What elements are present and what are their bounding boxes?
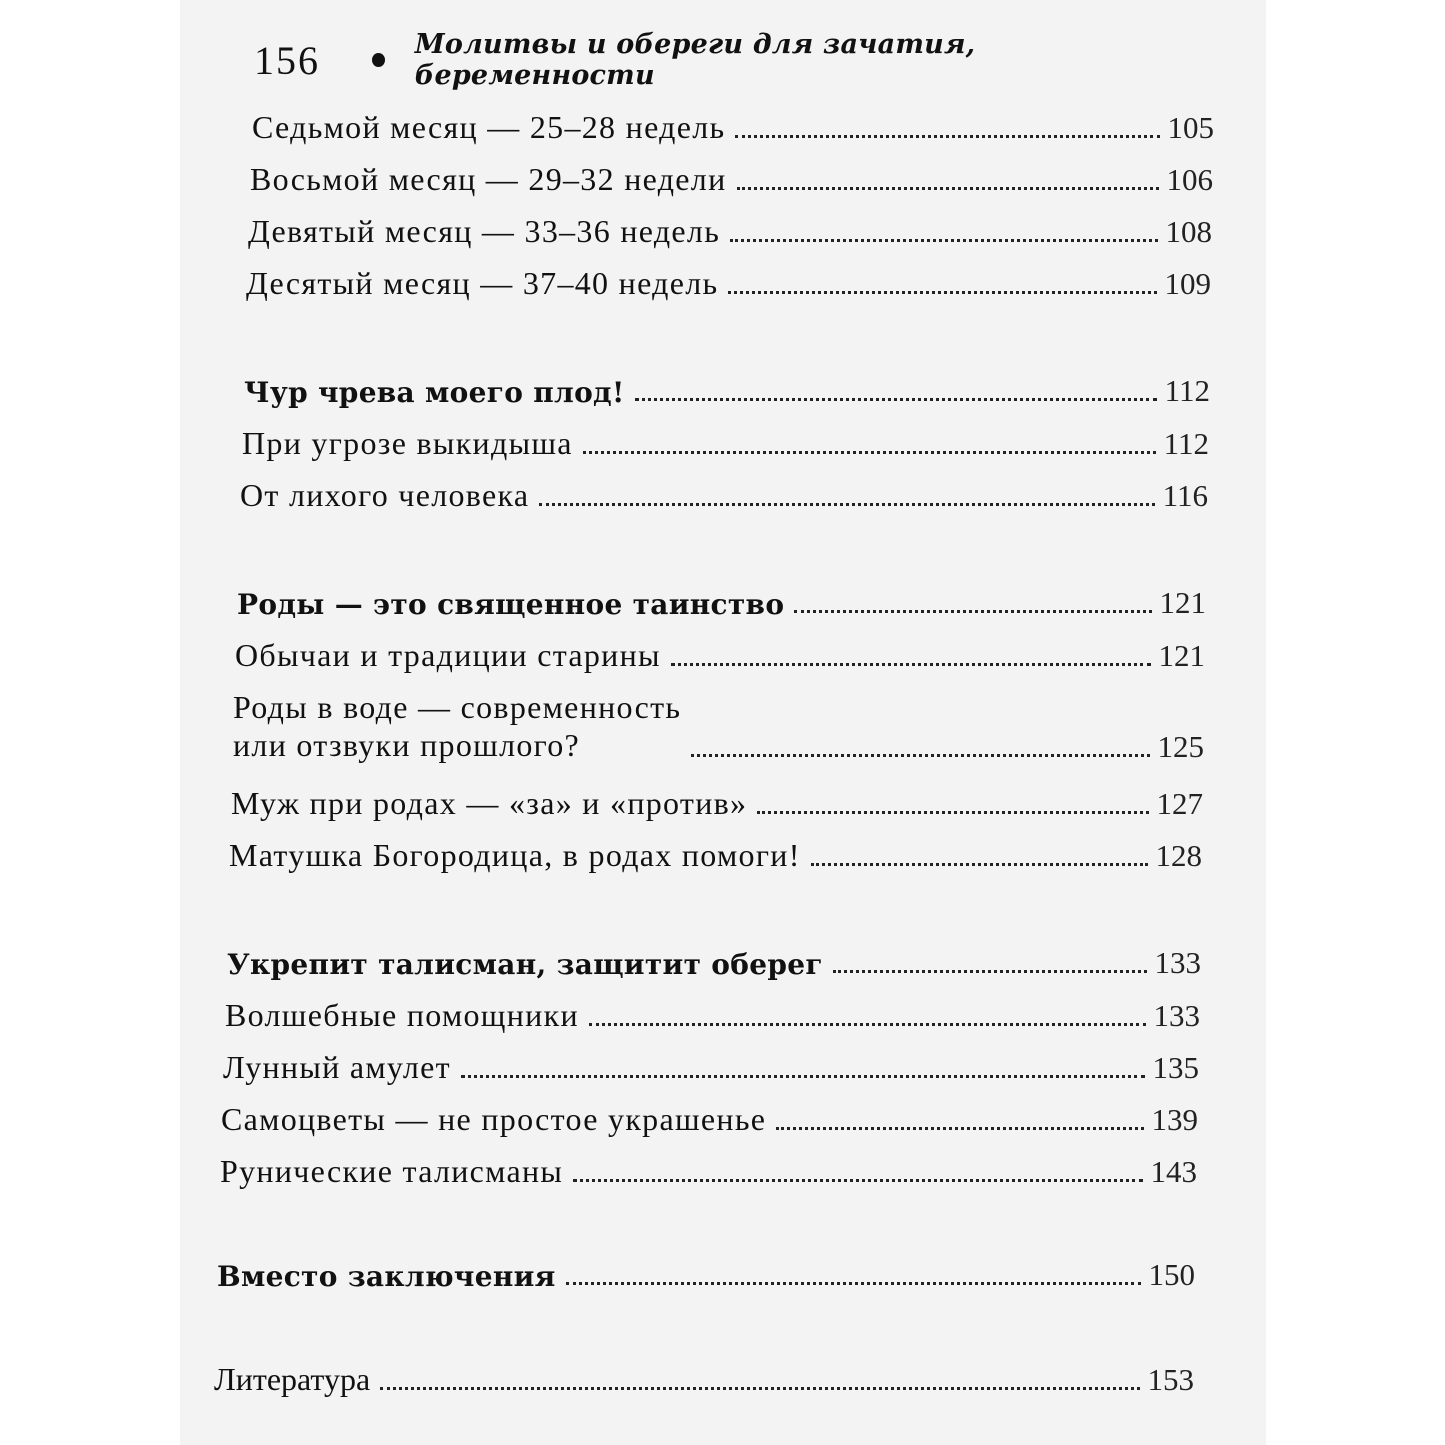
dot-leader — [794, 610, 1151, 613]
toc-entry — [223, 1048, 1199, 1086]
dot-leader — [380, 1387, 1139, 1390]
running-header — [254, 29, 1154, 91]
toc-entry-label: Девятый месяц — 33–36 недель — [248, 213, 721, 249]
toc-entry-label: Волшебные помощники — [225, 997, 579, 1033]
dot-leader — [573, 1179, 1142, 1182]
toc-entry-page: 125 — [1157, 728, 1204, 764]
toc-entry-page: 135 — [1152, 1050, 1199, 1086]
toc-entry-label-group — [233, 688, 681, 765]
dot-leader — [671, 663, 1151, 666]
toc-entry-label: Муж при родах — «за» и «против» — [231, 785, 748, 821]
dot-leader — [539, 503, 1154, 506]
toc-entry — [250, 160, 1213, 198]
toc-section-label: Укрепит талисман, защитит оберег — [227, 947, 823, 981]
toc-entry-page: 121 — [1159, 585, 1206, 620]
toc-section-label: Вместо заключения — [217, 1259, 556, 1293]
dot-leader — [461, 1075, 1145, 1078]
toc-entry-page: 133 — [1153, 998, 1200, 1034]
toc-entry-page: 105 — [1167, 110, 1214, 146]
toc-entry — [242, 424, 1209, 462]
toc-entry — [231, 784, 1203, 822]
dot-leader — [833, 970, 1147, 973]
dot-leader — [728, 291, 1156, 294]
toc-entry-page: 108 — [1165, 214, 1212, 250]
toc-entry — [240, 476, 1208, 514]
dot-leader — [735, 135, 1159, 138]
toc-entry-label: Матушка Богородица, в родах помоги! — [229, 837, 801, 873]
toc-section-label: Роды — это священное таинство — [237, 587, 785, 621]
toc-entry-label: Обычаи и традиции старины — [235, 637, 661, 673]
toc-entry-page: 109 — [1164, 266, 1211, 302]
toc-entry-page: 128 — [1155, 838, 1202, 874]
dot-leader — [583, 451, 1156, 454]
toc-entry-label: Самоцветы — не простое украшенье — [221, 1101, 767, 1137]
toc-entry — [221, 1100, 1198, 1138]
toc-entry-page: 153 — [1147, 1362, 1194, 1398]
toc-entry-label: Лунный амулет — [223, 1049, 451, 1085]
toc-entry-page: 112 — [1163, 426, 1209, 462]
dot-leader — [730, 239, 1157, 242]
bullet-icon — [372, 53, 385, 67]
toc-entry-label: Восьмой месяц — 29–32 недели — [250, 161, 727, 197]
toc-entry — [225, 996, 1200, 1034]
toc-entry-page: 127 — [1156, 786, 1203, 822]
dot-leader — [737, 187, 1159, 190]
toc-entry — [235, 636, 1205, 674]
page-number: 156 — [254, 37, 320, 83]
toc-entry-label: При угрозе выкидыша — [242, 425, 573, 461]
toc-entry-label: Роды в воде — современность — [233, 689, 682, 725]
toc-section-entry — [227, 944, 1201, 981]
toc-entry-page: 121 — [1158, 638, 1205, 674]
dot-leader — [589, 1023, 1146, 1026]
dot-leader — [566, 1282, 1141, 1285]
toc-entry-page: 150 — [1148, 1257, 1195, 1292]
toc-entry-label: Седьмой месяц — 25–28 недель — [252, 109, 726, 145]
toc-entry-page: 143 — [1150, 1154, 1197, 1190]
toc-entry — [214, 1360, 1194, 1398]
toc-entry — [252, 108, 1214, 146]
toc-section-entry — [217, 1256, 1195, 1293]
toc-entry-label: От лихого человека — [240, 477, 530, 513]
toc-entry — [229, 836, 1202, 874]
toc-entry-page: 139 — [1151, 1102, 1198, 1138]
toc-entry — [246, 264, 1211, 302]
dot-leader — [811, 863, 1148, 866]
toc-entry — [233, 688, 1204, 765]
toc-section-entry — [237, 584, 1206, 621]
dot-leader — [776, 1127, 1143, 1130]
toc-entry-label: или отзвуки прошлого? — [233, 727, 581, 764]
toc-entry-page: 116 — [1162, 478, 1208, 514]
toc-entry — [248, 212, 1212, 250]
toc-entry-label: Литература — [214, 1361, 371, 1397]
toc-entry-page: 106 — [1166, 162, 1213, 198]
toc-entry-label: Десятый месяц — 37–40 недель — [246, 265, 719, 301]
toc-section-entry — [244, 372, 1210, 409]
toc-section-label: Чур чрева моего плод! — [244, 375, 625, 409]
running-header-title: Молитвы и обереги для зачатия, беременности — [414, 29, 976, 91]
toc-entry-page: 133 — [1154, 945, 1201, 980]
dot-leader — [757, 811, 1148, 814]
toc-entry-label: Рунические талисманы — [220, 1153, 564, 1189]
toc-entry — [220, 1152, 1197, 1190]
toc-entry-page: 112 — [1164, 373, 1210, 408]
dot-leader — [635, 398, 1157, 401]
dot-leader — [691, 754, 1149, 757]
